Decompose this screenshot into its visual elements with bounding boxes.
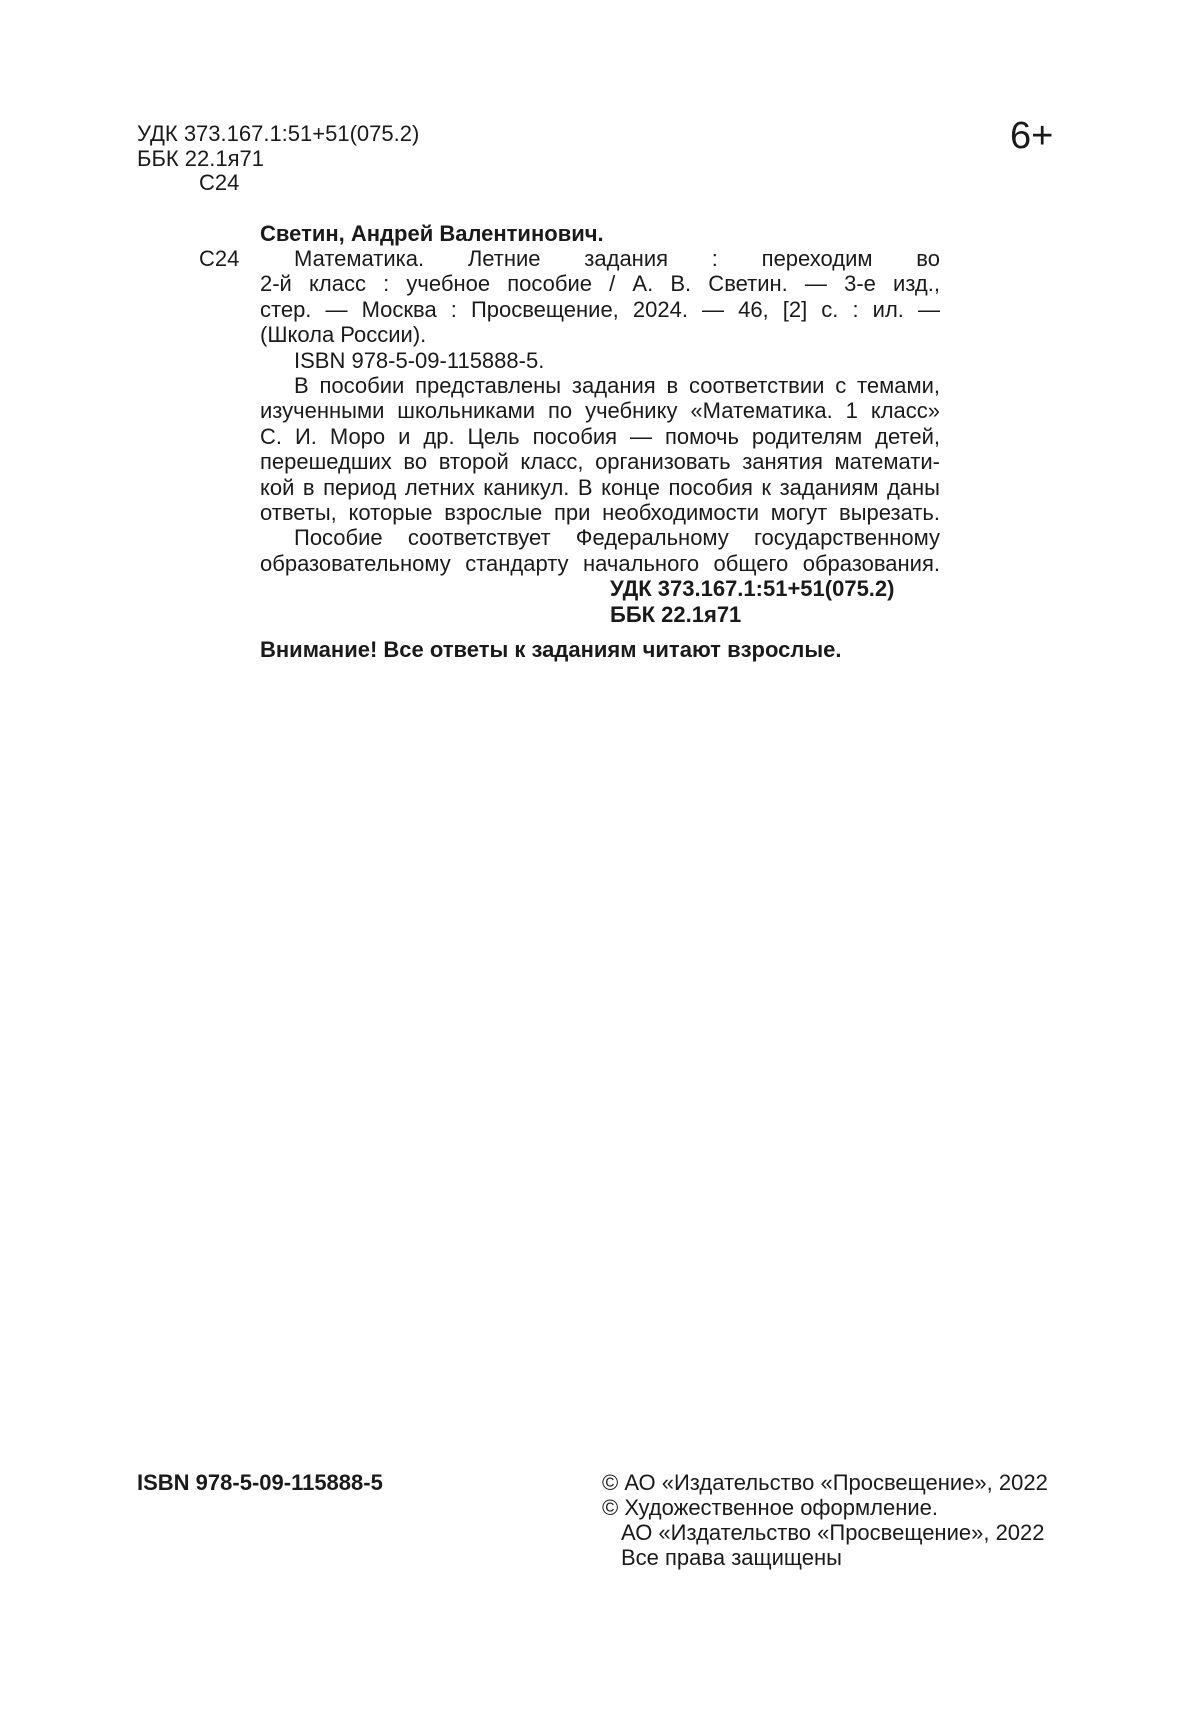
answers-notice: Внимание! Все ответы к заданиям читают взрослые.: [260, 637, 842, 662]
annotation-line: В пособии представлены задания в соответствии с темами,: [294, 373, 940, 399]
bbk-bold: [260, 602, 940, 627]
standard-line: Пособие соответствует Федеральному государственному: [294, 525, 940, 551]
udk-bold-text: УДК 373.167.1:51+51(075.2): [610, 576, 895, 602]
card-author-mark: С24: [199, 246, 240, 271]
isbn-line: ISBN 978-5-09-115888-5.: [294, 347, 545, 373]
annotation-line: изученными школьниками по учебнику «Математика. 1 класс»: [260, 398, 940, 424]
annotation-line: перешедших во второй класс, организовать занятия математи-: [260, 449, 940, 475]
annotation-line: ответы, которые взрослые при необходимости могут вырезать.: [260, 500, 940, 526]
header-author-mark: С24: [199, 170, 240, 195]
copyright-line: Все права защищены: [621, 1545, 842, 1570]
copyright-line: АО «Издательство «Просвещение», 2022: [621, 1520, 1045, 1545]
udk-bold: [260, 576, 940, 601]
header-bbk: ББК 22.1я71: [137, 146, 265, 171]
title-line: Математика. Летние задания : переходим во: [294, 246, 940, 271]
copyright-line: © АО «Издательство «Просвещение», 2022: [602, 1470, 1048, 1495]
annotation-line: С. И. Моро и др. Цель пособия — помочь родителям детей,: [260, 423, 940, 449]
footer-isbn: ISBN 978-5-09-115888-5: [137, 1470, 383, 1495]
title-line: (Школа России).: [260, 322, 427, 348]
title-description: [260, 246, 940, 627]
author-heading: Светин, Андрей Валентинович.: [260, 221, 604, 246]
bbk-bold-text: ББК 22.1я71: [610, 601, 742, 627]
annotation-line: кой в период летних каникул. В конце пособия к заданиям даны: [260, 474, 940, 500]
standard-line: образовательному стандарту начального общего образования.: [260, 550, 940, 576]
copyright-line: © Художественное оформление.: [602, 1495, 938, 1520]
age-rating: 6+: [1010, 115, 1054, 157]
title-line: стер. — Москва : Просвещение, 2024. — 46, [2] с. : ил. —: [260, 296, 940, 322]
header-udk: УДК 373.167.1:51+51(075.2): [137, 121, 420, 146]
title-line: 2-й класс : учебное пособие / А. В. Светин. — 3-е изд.,: [260, 271, 940, 297]
